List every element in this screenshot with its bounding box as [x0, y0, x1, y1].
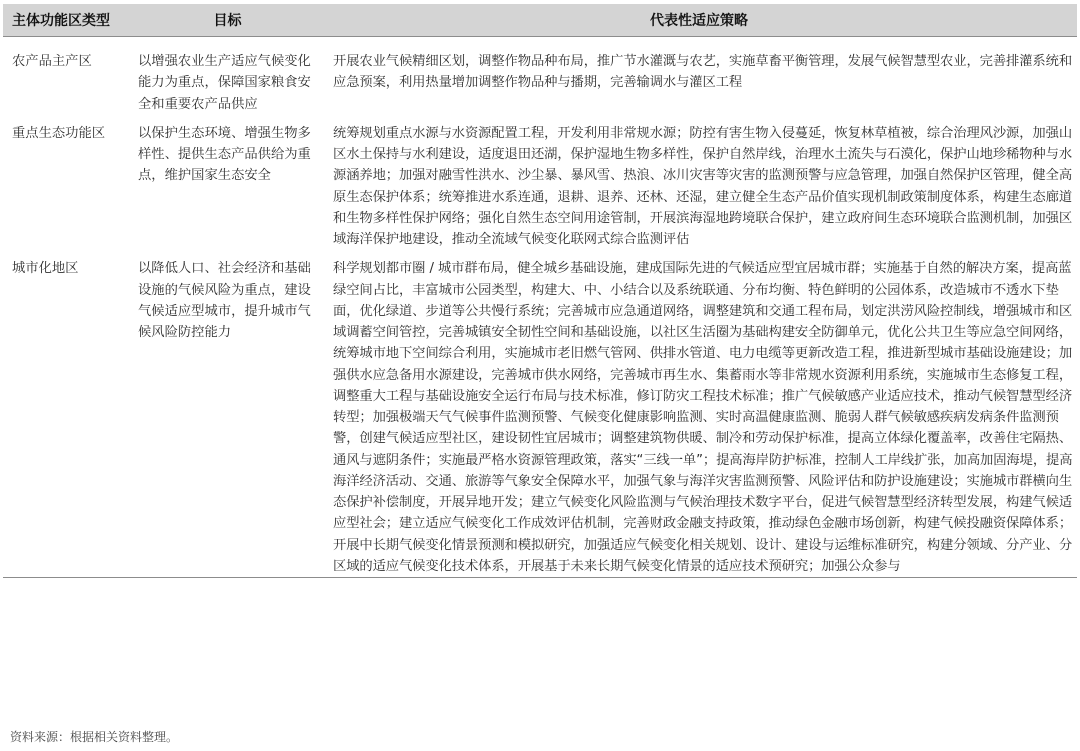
- source-note: 资料来源：根据相关资料整理。: [10, 730, 179, 744]
- table-row: [3, 250, 1077, 577]
- goal-cell: 以保护生态环境、增强生物多样性、提供生态产品供给为重点，维护国家生态安全: [138, 125, 311, 184]
- table-row: [3, 115, 1077, 251]
- header-zone-type: 主体功能区类型: [3, 4, 134, 37]
- strategy-cell: 统筹规划重点水源与水资源配置工程，开发利用非常规水源；防控有害生物入侵蔓延，恢复林草植被，综合治理风沙源，加强山区水土保持与水利建设，适度退田还湖，保护湿地生物多样性，保护自然岸线，治理水土流失与石漠化，保护山地珍稀物种与水源涵养地；加强对融雪性洪水、沙尘暴、暴风雪、热浪、冰川灾害等灾害的监测预警与应急管理，加强自然保护区管理，健全高原生态保护体系；统筹推进水系连通，退耕、退养、还林、还湿，建立健全生态产品价值实现机制政策制度体系，构建生态廊道和生物多样性保护网络；强化自然生态空间用途管制，开展滨海湿地跨境联合保护，建立政府间生态环境联合监测机制，加强区域海洋保护地建设，推动全流域气候变化联网式综合监测评估: [333, 125, 1073, 247]
- zone-type-cell: 重点生态功能区: [12, 125, 106, 141]
- strategy-cell: 开展农业气候精细区划，调整作物品种布局，推广节水灌溉与农艺，实施草畜平衡管理，发展气候智慧型农业，完善排灌系统和应急预案，利用热量增加调整作物品种与播期，完善输调水与灌区工程: [333, 54, 1073, 91]
- goal-cell: 以增强农业生产适应气候变化能力为重点，保障国家粮食安全和重要农产品供应: [138, 54, 311, 112]
- goal-cell: 以降低人口、社会经济和基础设施的气候风险为重点，建设气候适应型城市，提升城市气候风险防控能力: [134, 250, 321, 577]
- header-goal: 目标: [134, 4, 321, 37]
- table-row: [3, 37, 1077, 115]
- strategy-cell: 科学规划都市圈 / 城市群布局，健全城乡基础设施，建成国际先进的气候适应型宜居城市群；实施基于自然的解决方案，提高蓝绿空间占比，丰富城市公园类型，构建大、中、小结合以及系统联通、分布均衡、特色鲜明的公园体系，改造城市不透水下垫面，优化绿道、步道等公共慢行系统；完善城市应急通道网络，调整建筑和交通工程布局，划定洪涝风险控制线，增强城市和区域调蓄空间管控，完善城镇安全韧性空间和基础设施，以社区生活圈为基础构建安全防御单元，优化公共卫生等应急空间网络，统筹城市地下空间综合利用，实施城市老旧燃气管网、供排水管道、电力电缆等更新改造工程，推进新型城市基础设施建设；加强供水应急备用水源建设，完善城市供水网络，完善城市再生水、集蓄雨水等非常规水资源利用系统，实施城市生态修复工程，调整重大工程与基础设施安全运行布局与技术标准，修订防灾工程技术标准；推广气候敏感产业适应技术，推动气候智慧型经济转型；加强极端天气气候事件监测预警、气候变化健康影响监测、实时高温健康监测、脆弱人群气候敏感疾病发病条件监测预警，创建气候适应型社区，建设韧性宜居城市；调整建筑物供暖、制冷和劳动保护标准，提高立体绿化覆盖率，改善住宅隔热、通风与遮阴条件；实施最严格水资源管理政策，落实“三线一单”；提高海岸防护标准，控制人工岸线扩张，加高加固海堤，提高海洋经济活动、交通、旅游等气象安全保障水平，加强气象与海洋灾害监测预警、风险评估和防护设施建设；实施城市群横向生态保护补偿制度，开展异地开发；建立气候变化风险监测与气候治理技术数字平台，促进气候智慧型经济转型发展，构建气候适应型社会；建立适应气候变化工作成效评估机制，完善财政金融支持政策，推动绿色金融市场创新，构建气候投融资保障体系；开展中长期气候变化情景预测和模拟研究，加强适应气候变化相关规划、设计、建设与运维标准研究，构建分领域、分产业、分区域的适应气候变化技术体系，开展基于未来长期气候变化情景的适应技术预研究；加强公众参与: [321, 250, 1077, 577]
- zone-type-cell: 农产品主产区: [12, 54, 92, 69]
- header-strategy: 代表性适应策略: [321, 4, 1077, 37]
- zone-type-cell: 城市化地区: [3, 250, 134, 577]
- table-header-row: [3, 4, 1077, 37]
- adaptation-strategy-table: [3, 4, 1077, 578]
